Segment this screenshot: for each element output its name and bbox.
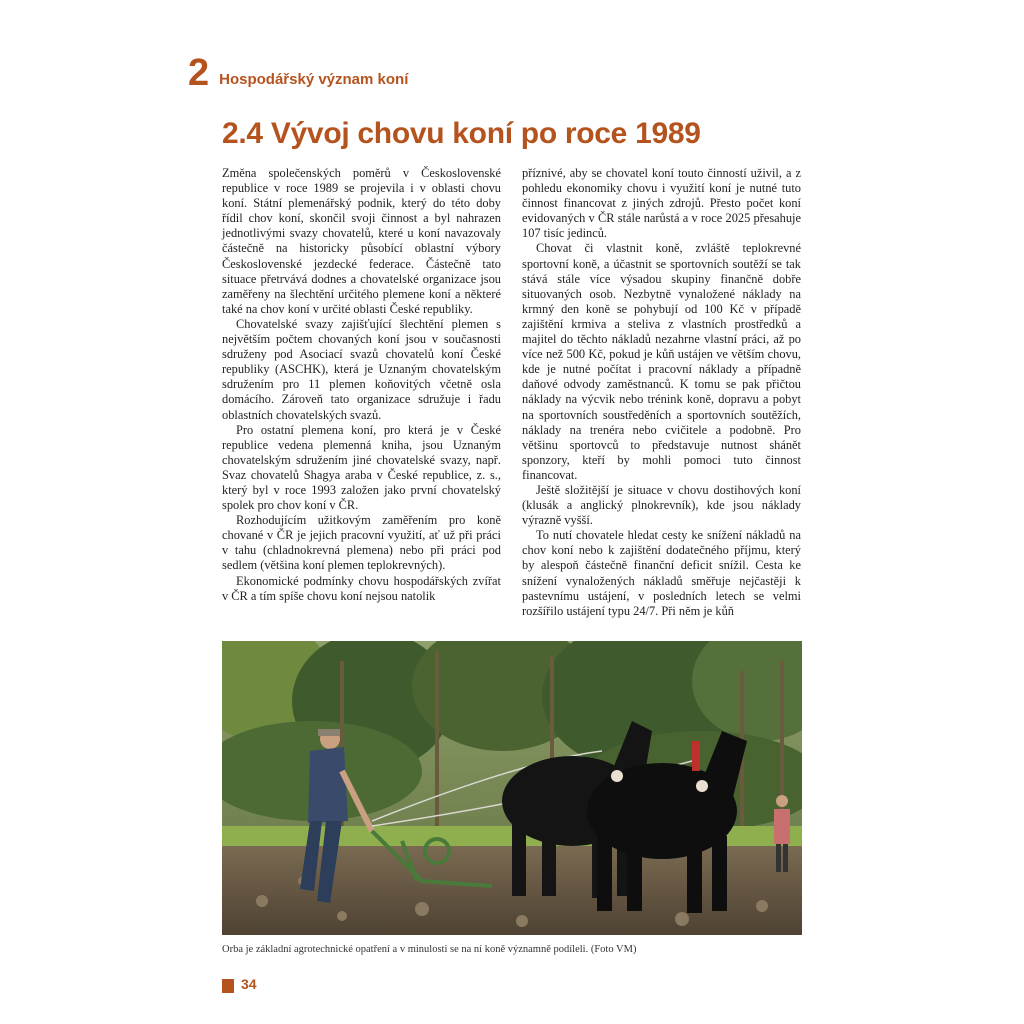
paragraph: příznivé, aby se chovatel koní touto činností uživil, a z pohledu ekonomiky chovu i využití koní je nutné tuto činnost financovat z jiných zdrojů. Přesto počet koní evidovaných v ČR stále narůstá a v roce 2025 přesahuje 107 tisíc jedinců.	[522, 166, 801, 241]
paragraph: Chovatelské svazy zajišťující šlechtění plemen s největším počtem chovaných koní jsou v současnosti sdruženy pod Asociací svazů chovatelů koní České republiky (ASCHK), která je Uznaným chovatelským sdružením pro 11 plemen koňovitých včetně osla domácího. Zároveň tato organizace sdružuje i řadu oblastních chovatelských svazů.	[222, 316, 501, 422]
paragraph: Chovat či vlastnit koně, zvláště teplokrevné sportovní koně, a účastnit se sportovních soutěží se tak stává stále více výsadou skupiny finančně dobře situovaných osob. Nezbytně vynaložené náklady na krmný den koně se pohybují od 100 Kč v případě zajištění krmiva a steliva z vlastních prostředků a majitel do těchto nákladů nezahrne vlastní práci, až po více než 500 Kč, pokud je kůň ustájen ve větším chovu, kde je nutné počítat i pracovní náklady a případně daňové odvody zaměstnanců. K tomu se pak přičtou náklady na výcvik nebo trénink koně, dopravu a pobyt na sportovních soustředěních a sportovních soutěžích, náklady na trenéra nebo cvičitele a podobně. Pro většinu sportovců to představuje nutnost shánět sponzory, kteří by mohli pomoci tuto činnost financovat.	[522, 241, 801, 482]
paragraph: To nutí chovatele hledat cesty ke snížení nákladů na chov koní nebo k zajištění dodatečného příjmu, který by alespoň částečně finanční deficit snížil. Cesta ke snížení vynaložených nákladů směřuje nejčastěji k pastevnímu ustájení, v posledních letech se velmi rozšířilo ustájení typu 24/7. Při něm je kůň	[522, 528, 801, 618]
text-column-left	[222, 166, 501, 604]
chapter-number: 2	[188, 52, 210, 94]
chapter-title: Hospodářský význam koní	[219, 71, 409, 88]
paragraph: Rozhodujícím užitkovým zaměřením pro koně chované v ČR je jejich pracovní využití, ať už při práci v tahu (chladnokrevná plemena) nebo při práci pod sedlem (většina koní plemen teplokrevných).	[222, 513, 501, 573]
chapter-header	[188, 54, 408, 92]
paragraph: Ekonomické podmínky chovu hospodářských zvířat v ČR a tím spíše chovu koní nejsou natolik	[222, 573, 501, 603]
paragraph: Pro ostatní plemena koní, pro která je v České republice vedena plemenná kniha, jsou Uznaným chovatelským sdružením jiné chovatelské svazy, např. Svaz chovatelů Shagya araba v České republice, z. s., který byl v roce 1993 založen jako první chovatelský spolek pro chov koní v ČR.	[222, 422, 501, 513]
ploughing-illustration	[222, 641, 802, 935]
page-number: 34	[241, 976, 257, 992]
page-marker	[222, 979, 234, 993]
paragraph: Ještě složitější je situace v chovu dostihových koní (klusák a anglický plnokrevník), kde jsou náklady výrazně vyšší.	[522, 482, 801, 528]
ploughing-photo	[222, 641, 802, 935]
photo-caption: Orba je základní agrotechnické opatření a v minulosti se na ní koně významně podíleli. (Foto VM)	[222, 944, 637, 955]
text-column-right	[522, 166, 801, 619]
section-title: 2.4 Vývoj chovu koní po roce 1989	[222, 117, 701, 150]
paragraph: Změna společenských poměrů v Československé republice v roce 1989 se projevila i v oblasti chovu koní. Státní plemenářský podnik, který do této doby řídil chov koní, skončil svoji činnost a byl nahrazen jednotlivými svazy chovatelů, které u koní navazovaly částečně na historicky působící oblastní výbory Československé jezdecké federace. Částečně tato situace přetrvává dodnes a chovatelské organizace jsou zaměřeny na šlechtění určitého plemene koní a některé také na chov koní v určité oblasti České republiky.	[222, 166, 501, 316]
